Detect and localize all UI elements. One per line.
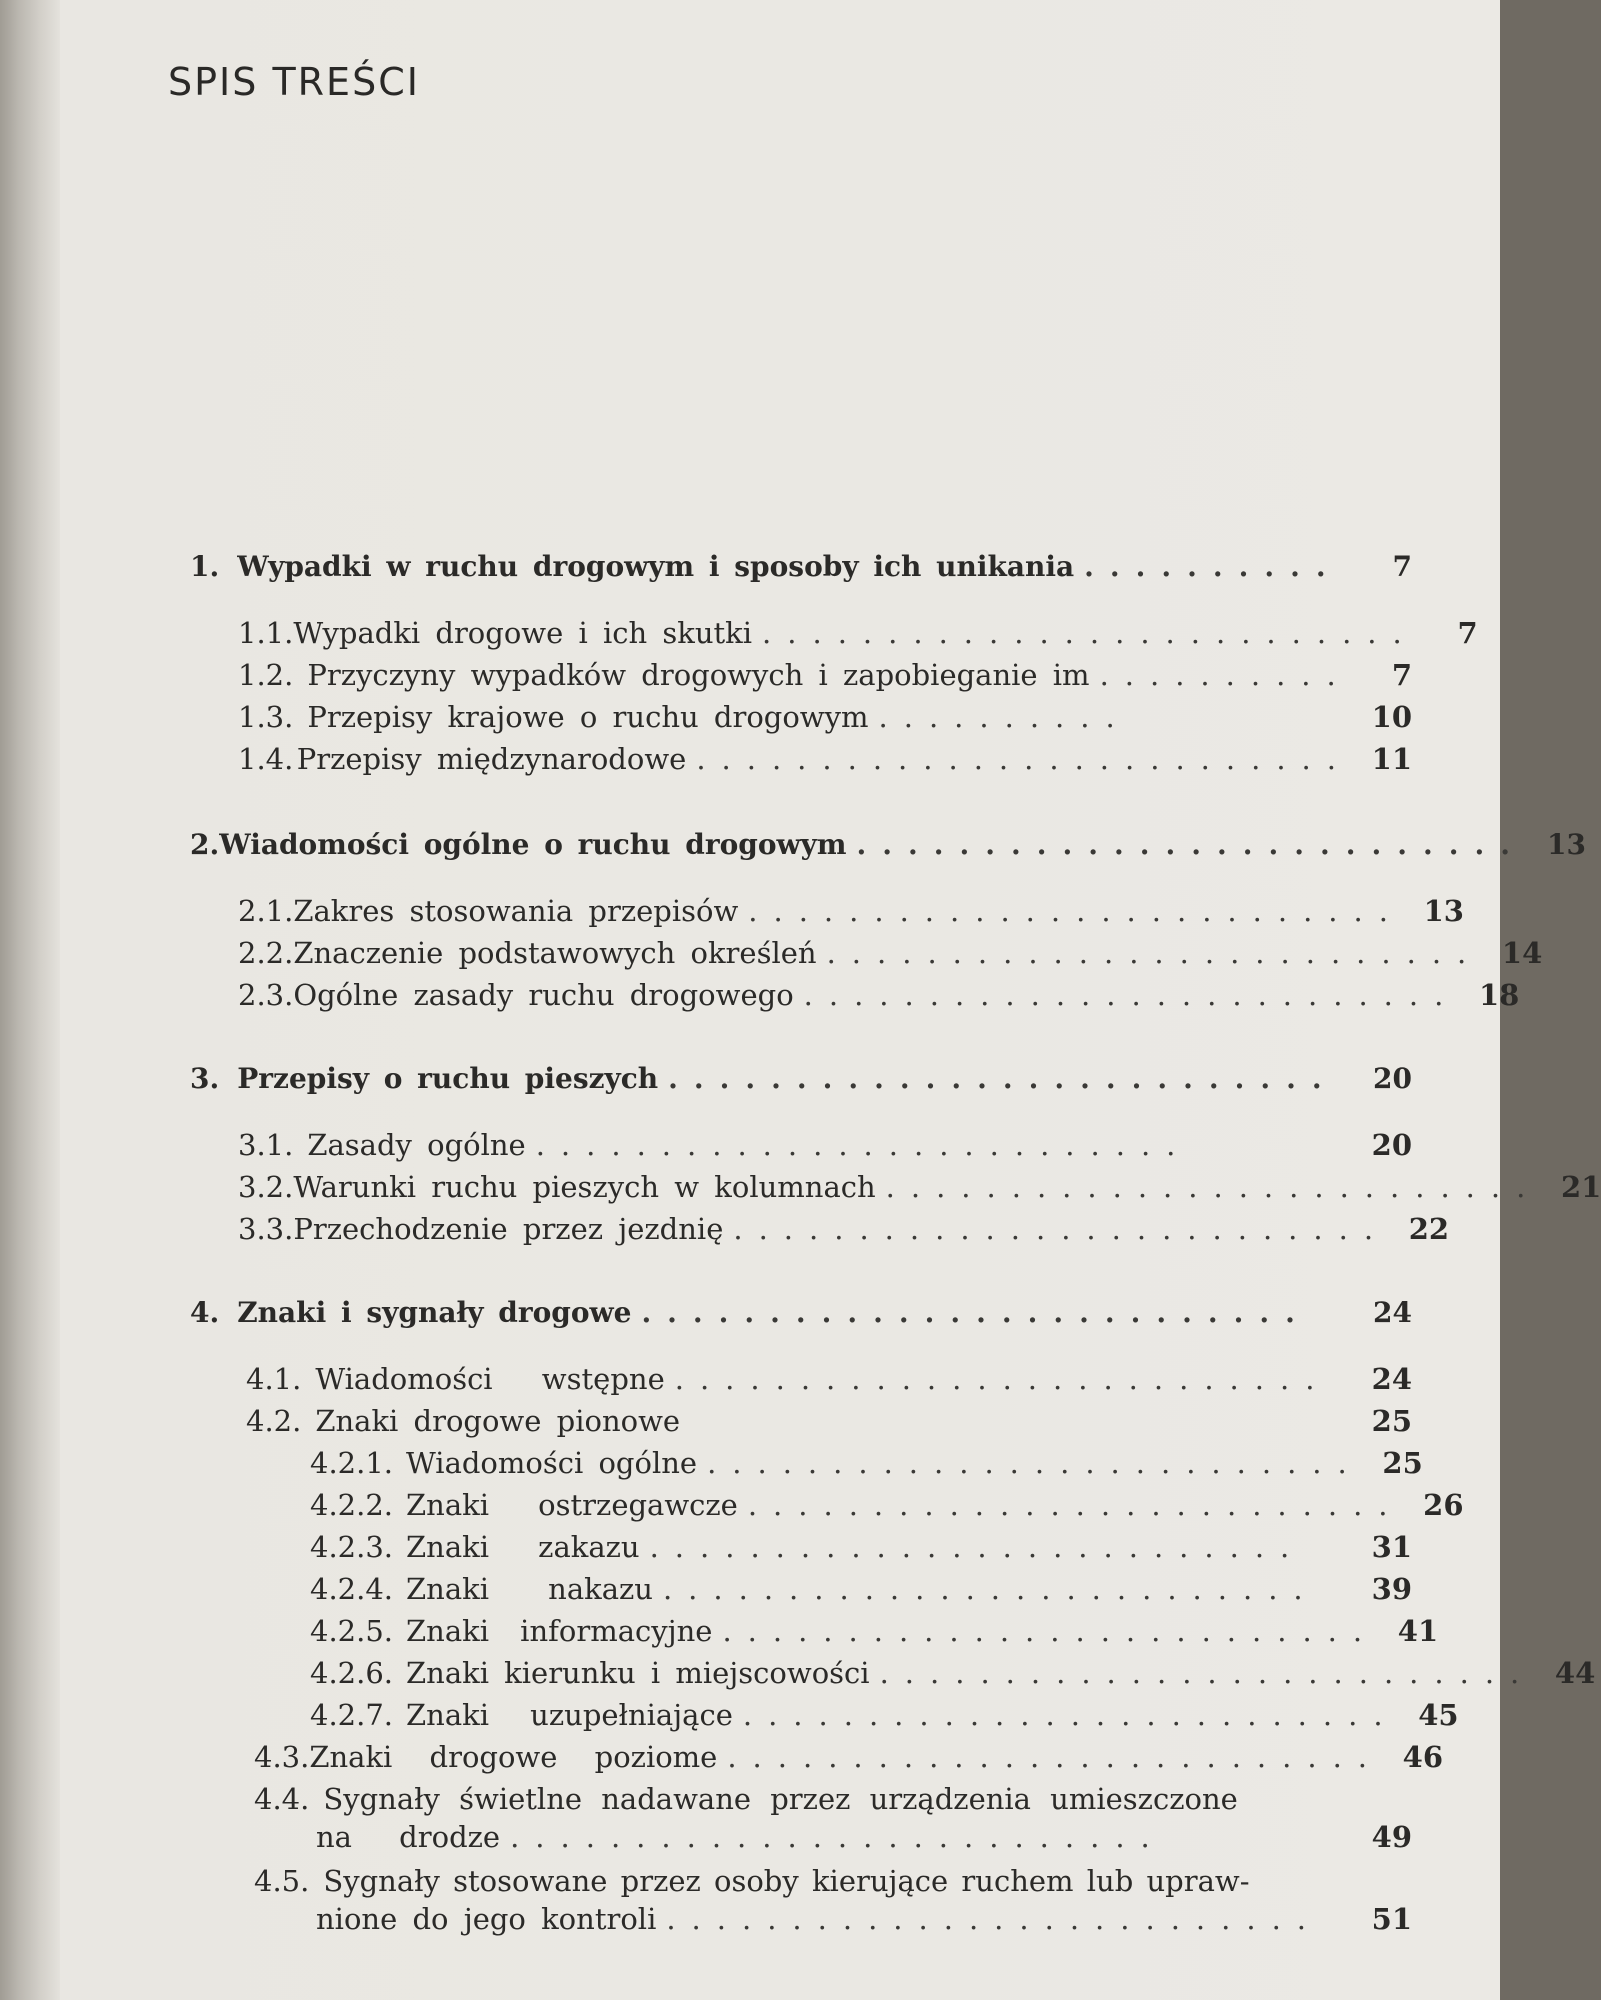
toc-entry xyxy=(238,1128,1412,1166)
dot-leader: .......................... xyxy=(748,894,1404,928)
dot-leader: .......... xyxy=(1099,658,1352,692)
entry-number: 4.2.1. xyxy=(310,1446,394,1480)
entry-title: Wypadki drogowe i ich skutki xyxy=(293,616,753,650)
entry-page-number: 44 xyxy=(1554,1656,1596,1690)
dot-leader: .......... xyxy=(1084,550,1342,583)
entry-number: 4.2.7. xyxy=(310,1698,394,1732)
entry-page-number: 24 xyxy=(1371,1362,1412,1396)
entry-number: 4.2.3. xyxy=(310,1530,394,1564)
entry-number: 2. xyxy=(190,828,220,861)
entry-title: Znaki nakazu xyxy=(406,1572,653,1606)
toc-entry xyxy=(254,1740,1444,1778)
dot-leader: .......................... xyxy=(747,1488,1404,1522)
dot-leader: .......................... xyxy=(696,742,1352,776)
dot-leader: .......................... xyxy=(727,1740,1384,1774)
dot-leader: .......................... xyxy=(803,978,1460,1012)
toc-entry xyxy=(238,658,1412,696)
entry-title: Znaki i sygnały drogowe xyxy=(237,1296,632,1329)
toc-entry xyxy=(310,1446,1423,1484)
entry-page-number: 41 xyxy=(1397,1614,1439,1648)
toc-entry xyxy=(190,1296,1412,1334)
entry-page-number: 49 xyxy=(1371,1820,1412,1854)
entry-page-number: 7 xyxy=(1391,658,1412,692)
dot-leader: .......................... xyxy=(641,1296,1311,1329)
dot-leader: .......................... xyxy=(762,616,1418,650)
entry-title: Przyczyny wypadków drogowych i zapobieganie im xyxy=(307,658,1090,692)
entry-page-number: 13 xyxy=(1547,828,1586,861)
entry-title: Sygnały stosowane przez osoby kierujące ruchem lub upraw- xyxy=(323,1864,1250,1898)
entry-number: 1. xyxy=(190,550,220,583)
entry-title: Znaki ostrzegawcze xyxy=(406,1488,738,1522)
toc-entry xyxy=(310,1530,1412,1568)
entry-page-number: 18 xyxy=(1478,978,1520,1012)
dot-leader: .......................... xyxy=(856,828,1526,861)
entry-title: Znaki uzupełniające xyxy=(406,1698,733,1732)
entry-page-number: 39 xyxy=(1371,1572,1412,1606)
toc-entry xyxy=(238,978,1520,1016)
entry-number: 4.1. xyxy=(246,1362,302,1396)
toc-entry xyxy=(190,1062,1412,1100)
dot-leader: .......................... xyxy=(666,1902,1323,1936)
entry-title: Ogólne zasady ruchu drogowego xyxy=(293,978,794,1012)
entry-page-number: 45 xyxy=(1418,1698,1459,1732)
toc-entry xyxy=(310,1572,1412,1610)
toc-entry xyxy=(254,1864,1412,1940)
toc-entry xyxy=(238,936,1543,974)
entry-page-number: 14 xyxy=(1501,936,1543,970)
entry-title: Sygnały świetlne nadawane przez urządzenia umieszczone xyxy=(323,1782,1238,1816)
dot-leader: .......................... xyxy=(510,1820,1166,1854)
entry-title: Znaki zakazu xyxy=(406,1530,640,1564)
dot-leader xyxy=(680,1404,1352,1438)
entry-page-number: 25 xyxy=(1371,1404,1412,1438)
toc-entry xyxy=(238,616,1478,654)
entry-number: 4.2.6. xyxy=(310,1656,394,1690)
entry-number: 4.4. xyxy=(254,1782,310,1816)
entry-title: Wypadki w ruchu drogowym i sposoby ich unikania xyxy=(237,550,1075,583)
toc-entry xyxy=(238,700,1412,738)
entry-page-number: 26 xyxy=(1423,1488,1464,1522)
dot-leader: .......................... xyxy=(674,1362,1331,1396)
entry-title-continued: nione do jego kontroli xyxy=(316,1902,657,1936)
entry-number: 4. xyxy=(190,1296,220,1329)
toc-entry xyxy=(238,1170,1601,1208)
entry-number: 4.2. xyxy=(246,1404,302,1438)
entry-title: Znaki informacyjne xyxy=(406,1614,713,1648)
entry-title: Wiadomości ogólne xyxy=(406,1446,698,1480)
entry-page-number: 46 xyxy=(1402,1740,1444,1774)
entry-page-number: 11 xyxy=(1371,742,1412,776)
entry-number: 2.3. xyxy=(238,978,294,1012)
entry-title: Wiadomości ogólne o ruchu drogowym xyxy=(219,828,847,861)
entry-number: 1.1. xyxy=(238,616,294,650)
entry-page-number: 20 xyxy=(1371,1128,1412,1162)
toc-entry xyxy=(238,894,1464,932)
entry-title: Wiadomości wstępne xyxy=(315,1362,665,1396)
entry-page-number: 31 xyxy=(1371,1530,1412,1564)
dot-leader: .......................... xyxy=(649,1530,1306,1564)
toc-entry xyxy=(190,550,1412,588)
dot-leader: .......................... xyxy=(662,1572,1319,1606)
dot-leader: .......................... xyxy=(733,1212,1390,1246)
entry-page-number: 7 xyxy=(1392,550,1412,583)
entry-number: 2.1. xyxy=(238,894,294,928)
entry-title: Przepisy międzynarodowe xyxy=(296,742,687,776)
entry-page-number: 24 xyxy=(1373,1296,1412,1329)
entry-number: 3.2. xyxy=(238,1170,294,1204)
dot-leader: .......................... xyxy=(885,1170,1542,1204)
entry-page-number: 51 xyxy=(1371,1902,1412,1936)
dot-leader: .......................... xyxy=(535,1128,1192,1162)
toc-entry xyxy=(310,1656,1596,1694)
entry-number: 3.3. xyxy=(238,1212,294,1246)
toc-entry xyxy=(310,1614,1439,1652)
entry-title: Znaki drogowe poziome xyxy=(309,1740,718,1774)
entry-title-continued: na drodze xyxy=(316,1820,501,1854)
dot-leader: .......................... xyxy=(879,1656,1536,1690)
entry-number: 1.3. xyxy=(238,700,294,734)
entry-title: Zasady ogólne xyxy=(307,1128,526,1162)
entry-number: 4.5. xyxy=(254,1864,310,1898)
toc-entry xyxy=(310,1488,1464,1526)
toc-entry xyxy=(238,742,1412,780)
entry-page-number: 20 xyxy=(1373,1062,1412,1095)
entry-number: 4.3. xyxy=(254,1740,310,1774)
entry-number: 3.1. xyxy=(238,1128,294,1162)
toc-entry xyxy=(310,1698,1459,1736)
entry-title: Zakres stosowania przepisów xyxy=(293,894,739,928)
toc-entry xyxy=(190,828,1586,866)
entry-page-number: 13 xyxy=(1423,894,1464,928)
entry-number: 4.2.5. xyxy=(310,1614,394,1648)
entry-page-number: 21 xyxy=(1560,1170,1601,1204)
page-title: SPIS TREŚCI xyxy=(168,60,420,104)
dot-leader: .......................... xyxy=(826,936,1483,970)
dot-leader: .......................... xyxy=(742,1698,1399,1732)
entry-title: Przepisy o ruchu pieszych xyxy=(237,1062,659,1095)
dot-leader: .......................... xyxy=(722,1614,1379,1648)
toc-entry xyxy=(238,1212,1450,1250)
entry-title: Znaki drogowe pionowe xyxy=(315,1404,681,1438)
entry-number: 1.2. xyxy=(238,658,294,692)
entry-page-number: 7 xyxy=(1457,616,1478,650)
entry-number: 4.2.4. xyxy=(310,1572,394,1606)
entry-title: Przechodzenie przez jezdnię xyxy=(293,1212,724,1246)
entry-title: Przepisy krajowe o ruchu drogowym xyxy=(307,700,869,734)
entry-page-number: 25 xyxy=(1382,1446,1423,1480)
toc-entry xyxy=(246,1404,1412,1442)
entry-title: Warunki ruchu pieszych w kolumnach xyxy=(293,1170,876,1204)
entry-number: 3. xyxy=(190,1062,220,1095)
entry-number: 4.2.2. xyxy=(310,1488,394,1522)
toc-entry xyxy=(254,1782,1412,1858)
entry-title: Znaki kierunku i miejscowości xyxy=(406,1656,870,1690)
entry-number: 1.4. xyxy=(238,742,294,776)
dot-leader: .......... xyxy=(878,700,1131,734)
dot-leader: .......................... xyxy=(707,1446,1363,1480)
entry-title: Znaczenie podstawowych określeń xyxy=(293,936,817,970)
entry-number: 2.2. xyxy=(238,936,294,970)
entry-page-number: 22 xyxy=(1408,1212,1450,1246)
toc-entry xyxy=(246,1362,1412,1400)
dot-leader: .......................... xyxy=(668,1062,1338,1095)
entry-page-number: 10 xyxy=(1371,700,1412,734)
